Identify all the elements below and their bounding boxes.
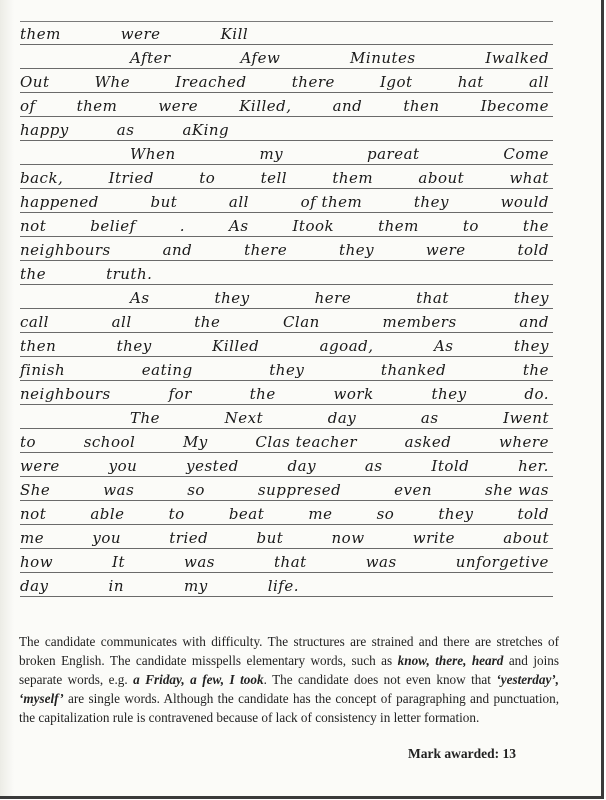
handwritten-word: . [179, 217, 185, 235]
essay-line-text [20, 337, 553, 355]
handwritten-word: not [20, 505, 47, 523]
essay-line [20, 357, 553, 381]
handwritten-word: neighbours [20, 385, 111, 403]
handwritten-word: Igot [380, 73, 413, 91]
essay-line-text [20, 241, 553, 259]
handwritten-word: happened [20, 193, 99, 211]
handwritten-word: as [420, 409, 439, 427]
handwritten-word: truth. [106, 265, 153, 283]
essay-line-text [20, 97, 553, 115]
handwritten-word: you [92, 529, 122, 547]
essay-line-text [20, 505, 553, 523]
handwritten-word: Ibecome [480, 97, 549, 115]
essay-line [20, 381, 553, 405]
handwritten-word: them [76, 97, 118, 115]
essay-line [20, 525, 553, 549]
handwritten-word: After [130, 49, 171, 67]
handwritten-word: they [513, 289, 549, 307]
handwritten-word: and [162, 241, 193, 259]
handwritten-word: As [228, 217, 249, 235]
handwritten-word: As [130, 289, 150, 307]
handwritten-word: me [20, 529, 45, 547]
handwritten-word: told [517, 241, 549, 259]
handwritten-word: them [332, 169, 374, 187]
handwritten-word: were [158, 97, 199, 115]
handwritten-word: they [431, 385, 467, 403]
handwritten-word: agoad, [319, 337, 374, 355]
handwritten-word: that [274, 553, 307, 571]
commentary-text: are single words. Although the candidate has the concept of paragraphing and punctuation, the capitalization rule is contravened because of lack of consistency in letter formation. [19, 691, 559, 725]
handwritten-word: of them [300, 193, 363, 211]
handwritten-word: the [522, 217, 549, 235]
essay-line [20, 309, 553, 333]
handwritten-essay [20, 21, 553, 597]
commentary-example-words: ‘yesterday’, ‘myself’ [19, 672, 559, 706]
handwritten-word: yested [186, 457, 239, 475]
handwritten-word: then [403, 97, 440, 115]
essay-line [20, 117, 553, 141]
handwritten-word: all [111, 313, 132, 331]
handwritten-word: The [130, 409, 161, 427]
handwritten-word: suppresed [257, 481, 342, 499]
handwritten-word: there [291, 73, 335, 91]
handwritten-word: eating [141, 361, 193, 379]
essay-line-text [20, 49, 553, 67]
handwritten-word: Killed [212, 337, 260, 355]
handwritten-word: the [249, 385, 276, 403]
handwritten-word: as [364, 457, 383, 475]
handwritten-word: so [376, 505, 395, 523]
handwritten-word: about [418, 169, 465, 187]
commentary-text: . The candidate does not even know that [263, 672, 497, 687]
essay-line [20, 237, 553, 261]
handwritten-word: finish [20, 361, 66, 379]
essay-line-text [20, 145, 553, 163]
handwritten-word: to [168, 505, 185, 523]
handwritten-word: them [20, 25, 61, 43]
handwritten-word: she was [485, 481, 549, 499]
essay-line [20, 69, 553, 93]
commentary-example-words: know, there, heard [397, 653, 504, 668]
handwritten-word: was [365, 553, 397, 571]
handwritten-word: that [416, 289, 449, 307]
handwritten-word: Iwalked [485, 49, 549, 67]
handwritten-word: them [378, 217, 419, 235]
essay-line [20, 165, 553, 189]
essay-line-text [20, 25, 553, 43]
handwritten-word: her. [518, 457, 549, 475]
essay-line [20, 333, 553, 357]
essay-line-text [20, 553, 553, 571]
handwritten-word: for [168, 385, 192, 403]
handwritten-word: work [333, 385, 374, 403]
handwritten-word: Itold [431, 457, 470, 475]
essay-line-text [20, 361, 553, 379]
handwritten-word: to [20, 433, 37, 451]
essay-line-text [20, 433, 553, 451]
handwritten-word: was [103, 481, 135, 499]
handwritten-word: Next [224, 409, 264, 427]
essay-line-text [20, 481, 553, 499]
essay-line-text [20, 289, 553, 307]
essay-line [20, 213, 553, 237]
handwritten-word: the [194, 313, 221, 331]
handwritten-word: Killed, [239, 97, 292, 115]
handwritten-word: tell [260, 169, 288, 187]
essay-line [20, 285, 553, 309]
handwritten-word: call [20, 313, 49, 331]
essay-line [20, 549, 553, 573]
commentary-example-words: a Friday, a few, I took [133, 672, 264, 687]
handwritten-word: school [83, 433, 136, 451]
handwritten-word: what [509, 169, 549, 187]
handwritten-word: life. [267, 577, 299, 595]
essay-line-text [20, 385, 553, 403]
essay-line-text [20, 169, 553, 187]
handwritten-word: day [327, 409, 357, 427]
essay-line [20, 477, 553, 501]
handwritten-word: day [287, 457, 317, 475]
essay-line [20, 141, 553, 165]
handwritten-word: they [413, 193, 449, 211]
handwritten-word: able [90, 505, 125, 523]
handwritten-word: they [116, 337, 152, 355]
essay-line [20, 429, 553, 453]
essay-line [20, 501, 553, 525]
handwritten-word: you [108, 457, 138, 475]
essay-line [20, 45, 553, 69]
essay-line [20, 93, 553, 117]
essay-line-text [20, 121, 553, 139]
essay-line-text [20, 409, 553, 427]
handwritten-word: how [20, 553, 54, 571]
handwritten-word: then [20, 337, 57, 355]
handwritten-word: When [130, 145, 176, 163]
handwritten-word: my [184, 577, 208, 595]
handwritten-word: they [339, 241, 375, 259]
handwritten-word: all [528, 73, 549, 91]
handwritten-word: Ireached [175, 73, 247, 91]
handwritten-word: As [433, 337, 454, 355]
handwritten-word: thanked [380, 361, 447, 379]
handwritten-word: but [150, 193, 178, 211]
handwritten-word: Out [20, 73, 50, 91]
commentary-text: and joins separate words, e.g. [19, 653, 559, 687]
essay-line-text [20, 457, 553, 475]
handwritten-word: aKing [182, 121, 230, 139]
mark-awarded: Mark awarded: 13 [408, 746, 516, 761]
handwritten-word: were [425, 241, 466, 259]
handwritten-word: was [184, 553, 215, 571]
handwritten-word: there [244, 241, 288, 259]
handwritten-word: would [500, 193, 549, 211]
handwritten-word: beat [228, 505, 265, 523]
essay-line-text [20, 73, 553, 91]
essay-line-text [20, 265, 553, 283]
essay-line-text [20, 313, 553, 331]
handwritten-word: My [182, 433, 208, 451]
handwritten-word: they [438, 505, 474, 523]
essay-line-text [20, 217, 553, 235]
handwritten-word: the [522, 361, 549, 379]
handwritten-word: me [308, 505, 333, 523]
handwritten-word: back, [20, 169, 64, 187]
examiner-commentary [19, 632, 559, 727]
handwritten-word: so [187, 481, 205, 499]
handwritten-word: Clan [282, 313, 320, 331]
handwritten-word: Afew [240, 49, 281, 67]
handwritten-word: they [269, 361, 305, 379]
handwritten-word: as [116, 121, 135, 139]
essay-line [20, 405, 553, 429]
essay-line [20, 261, 553, 285]
handwritten-word: day [20, 577, 49, 595]
handwritten-word: not [20, 217, 47, 235]
handwritten-word: Itook [292, 217, 335, 235]
handwritten-word: all [228, 193, 249, 211]
handwritten-word: neighbours [20, 241, 111, 259]
handwritten-word: they [513, 337, 549, 355]
handwritten-word: told [517, 505, 549, 523]
handwritten-word: hat [457, 73, 484, 91]
handwritten-word: It [112, 553, 125, 571]
handwritten-word: unforgetive [455, 553, 549, 571]
handwritten-word: here [314, 289, 352, 307]
essay-line [20, 21, 553, 45]
handwritten-word: and [332, 97, 363, 115]
handwritten-word: were [120, 25, 161, 43]
handwritten-word: to [462, 217, 479, 235]
essay-line [20, 453, 553, 477]
handwritten-word: asked [404, 433, 452, 451]
handwritten-word: where [499, 433, 549, 451]
handwritten-word: tried [169, 529, 209, 547]
handwritten-word: were [20, 457, 60, 475]
handwritten-word: happy [20, 121, 69, 139]
handwritten-word: members [382, 313, 457, 331]
handwritten-word: in [108, 577, 124, 595]
handwritten-word: and [519, 313, 549, 331]
essay-line-text [20, 529, 553, 547]
handwritten-word: Whe [94, 73, 131, 91]
handwritten-word: about [503, 529, 549, 547]
handwritten-word: pareat [366, 145, 420, 163]
handwritten-word: do. [524, 385, 549, 403]
handwritten-word: She [20, 481, 51, 499]
handwritten-word: belief [90, 217, 136, 235]
handwritten-word: to [199, 169, 216, 187]
handwritten-word: of [20, 97, 36, 115]
handwritten-word: Clas teacher [255, 433, 358, 451]
handwritten-word: Minutes [350, 49, 416, 67]
handwritten-word: my [259, 145, 284, 163]
handwritten-word: Kill [220, 25, 249, 43]
handwritten-word: they [214, 289, 250, 307]
page-edge-shadow [0, 0, 14, 796]
handwritten-word: Itried [108, 169, 154, 187]
handwritten-word: now [331, 529, 365, 547]
essay-line [20, 189, 553, 213]
commentary-text: The candidate communicates with difficulty. The structures are strained and there are stretches of broken English. The candidate misspells elementary words, such as [19, 634, 559, 668]
handwritten-word: Iwent [503, 409, 549, 427]
handwritten-word: the [20, 265, 47, 283]
handwritten-word: Come [503, 145, 549, 163]
handwritten-word: write [412, 529, 455, 547]
handwritten-word: even [394, 481, 433, 499]
handwritten-word: but [256, 529, 284, 547]
essay-line-text [20, 577, 553, 595]
essay-line-text [20, 193, 553, 211]
essay-line [20, 573, 553, 597]
